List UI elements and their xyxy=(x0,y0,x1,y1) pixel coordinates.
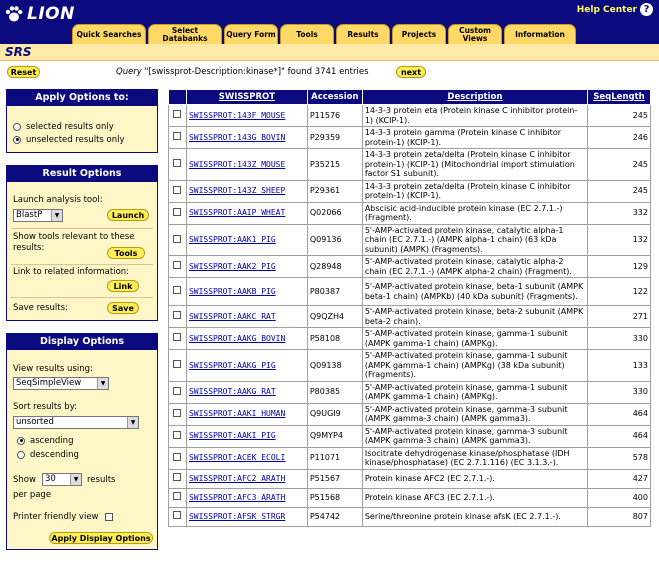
header-seqlength[interactable]: SeqLength xyxy=(588,90,651,105)
accession-cell: Q02066 xyxy=(307,202,362,224)
row-checkbox[interactable] xyxy=(173,333,181,341)
save-button[interactable]: Save xyxy=(107,302,139,314)
table-row xyxy=(169,350,651,382)
tab-tools[interactable]: Tools xyxy=(280,24,334,44)
show-tools-label: Show tools relevant to these results: xyxy=(13,232,135,253)
apply-unselected-option[interactable] xyxy=(13,135,125,145)
entry-link[interactable]: SWISSPROT:ACEK_ECOLI xyxy=(188,453,286,463)
entry-link[interactable]: SWISSPROT:AAKG_BOVIN xyxy=(188,333,286,343)
view-results-label: View results using: xyxy=(13,364,93,374)
results-label: results xyxy=(87,475,116,485)
row-checkbox[interactable] xyxy=(173,511,181,519)
description-cell: Protein kinase AFC2 (EC 2.7.1.-). xyxy=(362,469,587,488)
apply-selected-option[interactable] xyxy=(13,122,114,132)
entry-link[interactable]: SWISSPROT:AAIP_WHEAT xyxy=(188,208,286,218)
accession-cell: P51568 xyxy=(307,488,362,507)
table-row xyxy=(169,469,651,488)
apply-display-options-button[interactable]: Apply Display Options xyxy=(49,532,153,544)
paw-icon xyxy=(4,4,24,24)
tab-information[interactable]: Information xyxy=(504,24,576,44)
entry-link[interactable]: SWISSPROT:143F_MOUSE xyxy=(188,110,286,120)
table-row xyxy=(169,425,651,447)
accession-cell: P11071 xyxy=(307,447,362,469)
result-options-title: Result Options xyxy=(7,166,157,182)
row-select-cell xyxy=(169,350,187,382)
entry-id-cell xyxy=(186,278,307,306)
row-checkbox[interactable] xyxy=(173,110,181,118)
per-page-label: per page xyxy=(13,490,52,500)
row-checkbox[interactable] xyxy=(173,132,181,140)
seqlength-cell: 464 xyxy=(588,425,651,447)
header-swissprot[interactable]: SWISSPROT xyxy=(186,90,307,105)
row-select-cell xyxy=(169,105,187,127)
tab-select-databanks[interactable]: Select Databanks xyxy=(148,24,222,44)
description-cell: 14-3-3 protein zeta/delta (Protein kinase C inhibitor protein-1) (KCIP-1) (Mitochondrial import stimulation factor S1 subunit). xyxy=(362,149,587,181)
entry-link[interactable]: SWISSPROT:AFC3_ARATH xyxy=(188,492,286,502)
entry-id-cell xyxy=(186,149,307,181)
row-select-cell xyxy=(169,425,187,447)
table-row xyxy=(169,149,651,181)
entry-link[interactable]: SWISSPROT:143Z_SHEEP xyxy=(188,186,286,196)
row-select-cell xyxy=(169,381,187,403)
chevron-down-icon: ▼ xyxy=(127,417,138,428)
description-cell: 14-3-3 protein zeta/delta (Protein kinase C inhibitor protein-1) (KCIP-1). xyxy=(362,180,587,202)
row-select-cell xyxy=(169,224,187,256)
query-summary xyxy=(116,67,369,77)
accession-cell: Q9UGI9 xyxy=(307,403,362,425)
entry-id-cell xyxy=(186,507,307,526)
row-checkbox[interactable] xyxy=(173,261,181,269)
seqlength-cell: 245 xyxy=(588,180,651,202)
tab-results[interactable]: Results xyxy=(336,24,390,44)
seqlength-cell: 807 xyxy=(588,507,651,526)
table-row xyxy=(169,278,651,306)
description-cell: Protein kinase AFC3 (EC 2.7.1.-). xyxy=(362,488,587,507)
row-select-cell xyxy=(169,507,187,526)
apply-selected-radio[interactable] xyxy=(13,123,21,131)
header-select xyxy=(169,90,187,105)
entry-link[interactable]: SWISSPROT:AAKB_PIG xyxy=(188,286,276,296)
row-select-cell xyxy=(169,403,187,425)
result-options-panel xyxy=(6,165,158,321)
accession-cell: P11576 xyxy=(307,105,362,127)
display-options-panel xyxy=(6,333,158,550)
view-select[interactable] xyxy=(13,377,109,390)
seqlength-cell: 271 xyxy=(588,306,651,328)
entry-id-cell xyxy=(186,202,307,224)
chevron-down-icon: ▼ xyxy=(70,474,81,485)
row-select-cell xyxy=(169,328,187,350)
accession-cell: P54742 xyxy=(307,507,362,526)
chevron-down-icon: ▼ xyxy=(97,378,108,389)
sort-ascending-option[interactable] xyxy=(17,436,73,446)
accession-cell: P80387 xyxy=(307,278,362,306)
sort-ascending-label: ascending xyxy=(30,436,74,446)
seqlength-cell: 245 xyxy=(588,149,651,181)
accession-cell: P51567 xyxy=(307,469,362,488)
tab-projects[interactable]: Projects xyxy=(392,24,446,44)
row-select-cell xyxy=(169,488,187,507)
seqlength-cell: 132 xyxy=(588,224,651,256)
divider xyxy=(11,228,153,229)
tools-button[interactable]: Tools xyxy=(107,247,145,259)
row-checkbox[interactable] xyxy=(173,387,181,395)
accession-cell: Q28948 xyxy=(307,256,362,278)
description-cell: 14-3-3 protein gamma (Protein kinase C inhibitor protein-1) (KCIP-1). xyxy=(362,127,587,149)
description-cell: 5'-AMP-activated protein kinase, gamma-1 subunit (AMPK gamma-1 chain) (AMPKg). xyxy=(362,381,587,403)
query-prefix: Query xyxy=(116,67,142,77)
tab-query-form[interactable]: Query Form xyxy=(224,24,278,44)
row-checkbox[interactable] xyxy=(173,159,181,167)
description-cell: Serine/threonine protein kinase afsK (EC 2.7.1.-). xyxy=(362,507,587,526)
row-checkbox[interactable] xyxy=(173,311,181,319)
entry-id-cell xyxy=(186,328,307,350)
launch-tool-label: Launch analysis tool: xyxy=(13,195,103,205)
save-label: Save results: xyxy=(13,303,68,313)
table-row xyxy=(169,328,651,350)
row-checkbox[interactable] xyxy=(173,473,181,481)
description-cell: Abscisic acid-inducible protein kinase (EC 2.7.1.-) (Fragment). xyxy=(362,202,587,224)
accession-cell: Q09138 xyxy=(307,350,362,382)
results-table xyxy=(168,89,651,527)
row-checkbox[interactable] xyxy=(173,208,181,216)
table-row xyxy=(169,488,651,507)
entry-id-cell xyxy=(186,488,307,507)
seqlength-cell: 129 xyxy=(588,256,651,278)
entry-id-cell xyxy=(186,180,307,202)
entry-link[interactable]: SWISSPROT:AAKI_HUMAN xyxy=(188,409,286,419)
apply-unselected-label: unselected results only xyxy=(26,135,125,145)
help-center-link[interactable] xyxy=(577,3,653,16)
printer-friendly-label: Printer friendly view xyxy=(13,512,99,522)
help-center-label: Help Center xyxy=(576,4,637,15)
table-row xyxy=(169,224,651,256)
printer-friendly-option[interactable] xyxy=(13,512,113,522)
entry-id-cell xyxy=(186,127,307,149)
seqlength-cell: 330 xyxy=(588,381,651,403)
printer-friendly-checkbox[interactable] xyxy=(105,513,113,521)
entry-id-cell xyxy=(186,306,307,328)
entry-link[interactable]: SWISSPROT:AAK2_PIG xyxy=(188,261,276,271)
description-cell: Isocitrate dehydrogenase kinase/phosphatase (IDH kinase/phosphatase) (EC 2.7.1.116) (EC 3.1.3.-). xyxy=(362,447,587,469)
seqlength-cell: 133 xyxy=(588,350,651,382)
apply-options-panel xyxy=(6,89,158,153)
description-cell: 5'-AMP-activated protein kinase, beta-2 subunit (AMPK beta-2 chain). xyxy=(362,306,587,328)
row-checkbox[interactable] xyxy=(173,186,181,194)
description-cell: 5'-AMP-activated protein kinase, gamma-1 subunit (AMPK gamma-1 chain) (AMPKg) (38 kDa subunit) (Fragments). xyxy=(362,350,587,382)
seqlength-cell: 122 xyxy=(588,278,651,306)
seqlength-cell: 400 xyxy=(588,488,651,507)
accession-cell: P35215 xyxy=(307,149,362,181)
query-text: "[swissprot-Description:kinase*]" found 3741 entries xyxy=(144,67,369,77)
sort-value: unsorted xyxy=(16,417,54,427)
row-checkbox[interactable] xyxy=(173,235,181,243)
entry-link[interactable]: SWISSPROT:143Z_MOUSE xyxy=(188,159,286,169)
row-select-cell xyxy=(169,127,187,149)
seqlength-cell: 427 xyxy=(588,469,651,488)
table-row xyxy=(169,381,651,403)
description-cell: 5'-AMP-activated protein kinase, catalytic alpha-1 chain (EC 2.7.1.-) (AMPK alpha-1 chain) (63 kDa subunit) (AMPK) (Fragments). xyxy=(362,224,587,256)
entry-link[interactable]: SWISSPROT:AAKC_RAT xyxy=(188,311,276,321)
seqlength-cell: 245 xyxy=(588,105,651,127)
description-cell: 5'-AMP-activated protein kinase, gamma-3 subunit (AMPK gamma-3 chain) (AMPK gamma3). xyxy=(362,403,587,425)
row-select-cell xyxy=(169,306,187,328)
divider xyxy=(11,264,153,265)
seqlength-cell: 578 xyxy=(588,447,651,469)
row-checkbox[interactable] xyxy=(173,492,181,500)
row-checkbox[interactable] xyxy=(173,286,181,294)
table-row xyxy=(169,507,651,526)
header-description[interactable]: Description xyxy=(362,90,587,105)
section-title: SRS xyxy=(5,45,32,59)
link-button[interactable]: Link xyxy=(107,280,139,292)
description-cell: 5'-AMP-activated protein kinase, gamma-1 subunit (AMPK gamma-1 chain) (AMPKg). xyxy=(362,328,587,350)
row-checkbox[interactable] xyxy=(173,409,181,417)
entry-id-cell xyxy=(186,224,307,256)
row-select-cell xyxy=(169,180,187,202)
per-page-select[interactable] xyxy=(42,473,82,486)
sort-label: Sort results by: xyxy=(13,402,77,412)
section-bar xyxy=(0,44,659,61)
top-bar xyxy=(0,0,659,44)
entry-id-cell xyxy=(186,447,307,469)
row-select-cell xyxy=(169,149,187,181)
entry-id-cell xyxy=(186,350,307,382)
entry-link[interactable]: SWISSPROT:AFC2_ARATH xyxy=(188,473,286,483)
seqlength-cell: 332 xyxy=(588,202,651,224)
seqlength-cell: 464 xyxy=(588,403,651,425)
results-body xyxy=(169,105,651,527)
sort-select[interactable] xyxy=(13,416,139,429)
show-label: Show xyxy=(13,475,36,485)
accession-cell: P29359 xyxy=(307,127,362,149)
accession-cell: P58108 xyxy=(307,328,362,350)
table-row xyxy=(169,180,651,202)
table-row xyxy=(169,105,651,127)
analysis-tool-value: BlastP xyxy=(16,210,43,220)
entry-id-cell xyxy=(186,425,307,447)
header-accession[interactable]: Accession xyxy=(307,90,362,105)
main-tabs xyxy=(72,24,578,44)
table-row xyxy=(169,202,651,224)
accession-cell: Q09136 xyxy=(307,224,362,256)
seqlength-cell: 246 xyxy=(588,127,651,149)
description-cell: 5'-AMP-activated protein kinase, gamma-3 subunit (AMPK gamma-3 chain) (AMPK gamma3). xyxy=(362,425,587,447)
sort-ascending-radio[interactable] xyxy=(17,437,25,445)
tab-custom-views[interactable]: Custom Views xyxy=(448,24,502,44)
entry-link[interactable]: SWISSPROT:AFSK_STRGR xyxy=(188,511,286,521)
description-cell: 5'-AMP-activated protein kinase, beta-1 subunit (AMPK beta-1 chain) (AMPKb) (40 kDa subunit) (Fragments). xyxy=(362,278,587,306)
sort-descending-option[interactable] xyxy=(17,450,79,460)
table-row xyxy=(169,256,651,278)
apply-selected-label: selected results only xyxy=(26,122,114,132)
row-select-cell xyxy=(169,278,187,306)
next-page-button[interactable]: next xyxy=(396,66,426,78)
row-select-cell xyxy=(169,469,187,488)
link-label: Link to related information: xyxy=(13,267,130,277)
divider xyxy=(11,297,153,298)
analysis-tool-select[interactable] xyxy=(13,209,63,222)
table-row xyxy=(169,447,651,469)
row-checkbox[interactable] xyxy=(173,453,181,461)
lion-logo[interactable] xyxy=(4,2,75,26)
table-row xyxy=(169,306,651,328)
table-row xyxy=(169,403,651,425)
entry-link[interactable]: SWISSPROT:AAK1_PIG xyxy=(188,235,276,244)
apply-options-title: Apply Options to: xyxy=(7,90,157,106)
entry-id-cell xyxy=(186,256,307,278)
entry-id-cell xyxy=(186,105,307,127)
accession-cell: P29361 xyxy=(307,180,362,202)
display-options-title: Display Options xyxy=(7,334,157,350)
table-row xyxy=(169,127,651,149)
per-page-value: 30 xyxy=(45,474,56,484)
help-icon: ? xyxy=(640,3,653,16)
description-cell: 14-3-3 protein eta (Protein kinase C inhibitor protein-1) (KCIP-1). xyxy=(362,105,587,127)
logo-text: LION xyxy=(27,4,75,24)
sort-descending-label: descending xyxy=(30,450,79,460)
entry-link[interactable]: SWISSPROT:AAKG_PIG xyxy=(188,360,276,370)
table-header-row xyxy=(169,90,651,105)
row-select-cell xyxy=(169,202,187,224)
description-cell: 5'-AMP-activated protein kinase, catalytic alpha-2 chain (EC 2.7.1.-) (AMPK alpha-2 chain) (Fragment). xyxy=(362,256,587,278)
tab-quick-searches[interactable]: Quick Searches xyxy=(72,24,146,44)
row-checkbox[interactable] xyxy=(173,431,181,439)
accession-cell: Q9MYP4 xyxy=(307,425,362,447)
entry-id-cell xyxy=(186,403,307,425)
entry-id-cell xyxy=(186,469,307,488)
accession-cell: Q9QZH4 xyxy=(307,306,362,328)
sort-descending-radio[interactable] xyxy=(17,451,25,459)
seqlength-cell: 330 xyxy=(588,328,651,350)
accession-cell: P80385 xyxy=(307,381,362,403)
row-select-cell xyxy=(169,256,187,278)
row-select-cell xyxy=(169,447,187,469)
row-checkbox[interactable] xyxy=(173,360,181,368)
apply-unselected-radio[interactable] xyxy=(13,136,21,144)
entry-id-cell xyxy=(186,381,307,403)
reset-button[interactable]: Reset xyxy=(7,66,40,78)
entry-link[interactable]: SWISSPROT:143G_BOVIN xyxy=(188,132,286,142)
entry-link[interactable]: SWISSPROT:AAKG_RAT xyxy=(188,387,276,397)
launch-button[interactable]: Launch xyxy=(107,209,149,221)
view-value: SeqSimpleView xyxy=(16,378,82,388)
entry-link[interactable]: SWISSPROT:AAKI_PIG xyxy=(188,431,276,441)
chevron-down-icon: ▼ xyxy=(51,210,62,221)
